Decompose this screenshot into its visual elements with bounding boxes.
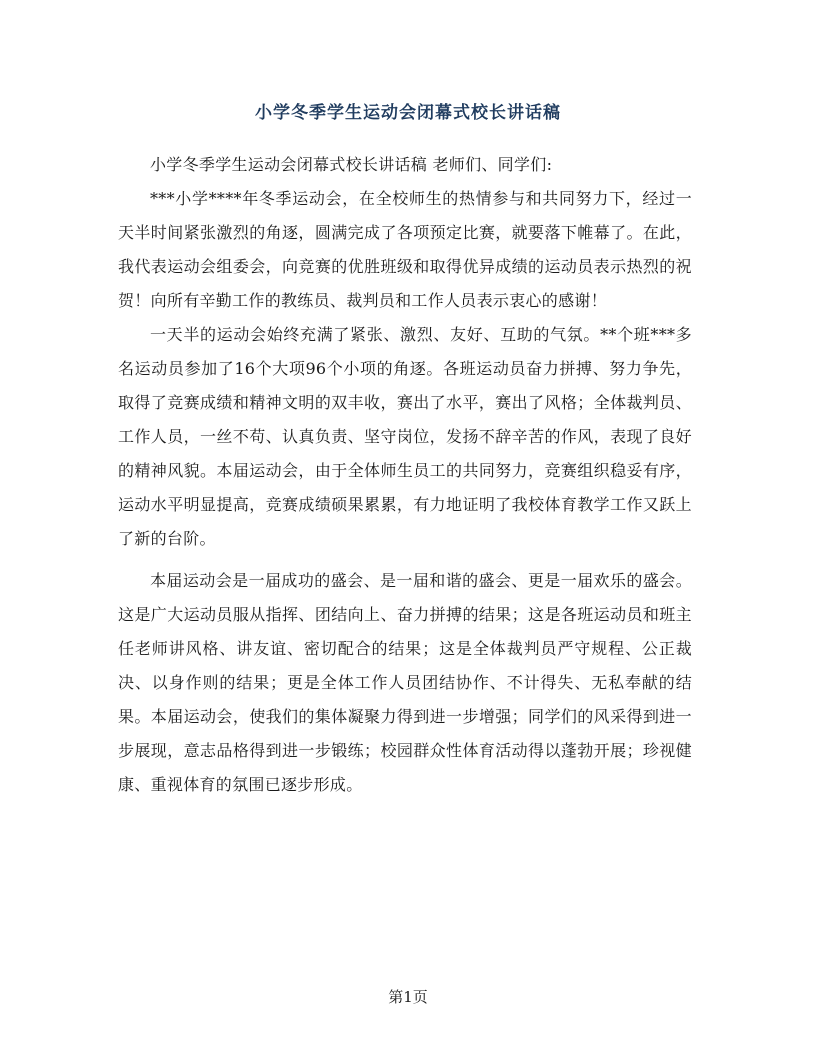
paragraph-achievement: 本届运动会是一届成功的盛会、是一届和谐的盛会、更是一届欢乐的盛会。这是广大运动员服从指挥、团结向上、奋力拼搏的结果；这是各班运动员和班主任老师讲风格、讲友谊、密切配合的结果；这是全体裁判员严守规程、公正裁决、以身作则的结果；更是全体工作人员团结协作、不计得失、无私奉献的结果。本届运动会，使我们的集体凝聚力得到进一步增强；同学们的风采得到进一步展现，意志品格得到进一步锻练；校园群众性体育活动得以蓬勃开展；珍视健康、重视体育的氛围已逐步形成。 — [118, 571, 692, 794]
paragraph-greeting: 小学冬季学生运动会闭幕式校长讲话稿 老师们、同学们: — [150, 155, 553, 174]
paragraph-opening: ***小学****年冬季运动会，在全校师生的热情参与和共同努力下，经过一天半时间紧张激烈的角逐，圆满完成了各项预定比赛，就要落下帷幕了。在此，我代表运动会组委会，向竞赛的优胜班级和取得优异成绩的运动员表示热烈的祝贺！向所有辛勤工作的教练员、裁判员和工作人员表示衷心的感谢！ — [118, 189, 692, 310]
document-body — [118, 148, 692, 802]
document-title: 小学冬季学生运动会闭幕式校长讲话稿 — [255, 103, 561, 123]
paragraph-summary: 一天半的运动会始终充满了紧张、激烈、友好、互助的气氛。**个班***多名运动员参加了16个大项96个小项的角逐。各班运动员奋力拼搏、努力争先，取得了竞赛成绩和精神文明的双丰收，赛出了水平，赛出了风格；全体裁判员、工作人员，一丝不苟、认真负责、坚守岗位，发扬不辞辛苦的作风，表现了良好的精神风貌。本届运动会，由于全体师生员工的共同努力，竞赛组织稳妥有序，运动水平明显提高，竞赛成绩硕果累累，有力地证明了我校体育教学工作又跃上了新的台阶。 — [118, 325, 692, 548]
page-number: 第1页 — [388, 988, 428, 1006]
